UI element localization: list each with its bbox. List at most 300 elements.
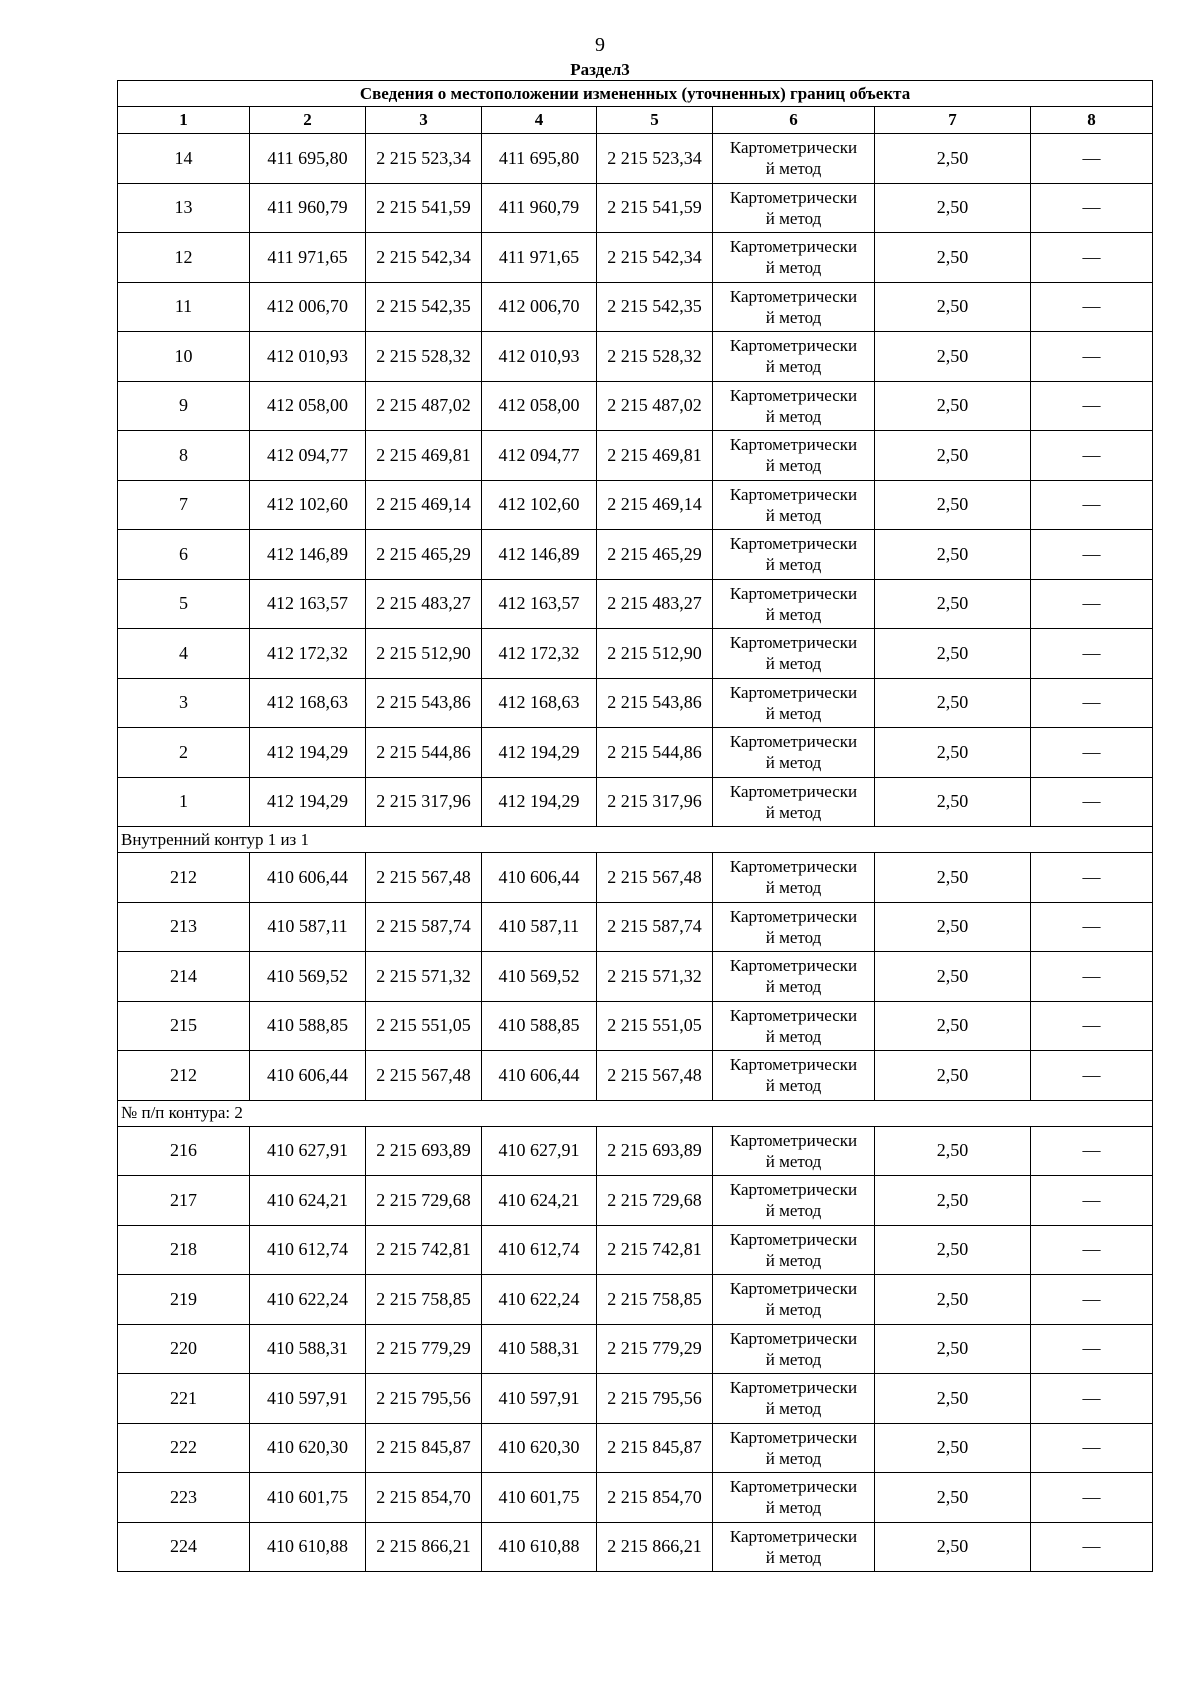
- table-row: [118, 1473, 1153, 1523]
- method-text-line1: Картометрически: [729, 1005, 858, 1025]
- x-refined-cell: 412 194,29: [482, 777, 597, 827]
- method-text-line2: й метод: [765, 654, 822, 674]
- column-header-row: [118, 107, 1153, 134]
- column-header: 6: [713, 107, 875, 134]
- method-cell: [713, 282, 875, 332]
- point-number-cell: 213: [118, 902, 250, 952]
- x-existing-cell: 412 058,00: [250, 381, 366, 431]
- method-text-line2: й метод: [765, 357, 822, 377]
- method-cell: [713, 1051, 875, 1101]
- column-header: 2: [250, 107, 366, 134]
- accuracy-cell: 2,50: [875, 1001, 1031, 1051]
- method-text-line1: Картометрически: [729, 732, 858, 752]
- table-row: [118, 1522, 1153, 1572]
- boundary-coordinates-table: [117, 80, 1153, 1572]
- x-existing-cell: 412 172,32: [250, 629, 366, 679]
- method-text-line1: Картометрически: [729, 138, 858, 158]
- accuracy-cell: 2,50: [875, 1051, 1031, 1101]
- x-existing-cell: 410 587,11: [250, 902, 366, 952]
- table-row: [118, 579, 1153, 629]
- x-existing-cell: 412 010,93: [250, 332, 366, 382]
- accuracy-cell: 2,50: [875, 1176, 1031, 1226]
- y-existing-cell: 2 215 866,21: [366, 1522, 482, 1572]
- note-cell: —: [1031, 233, 1153, 283]
- column-header: 8: [1031, 107, 1153, 134]
- y-existing-cell: 2 215 551,05: [366, 1001, 482, 1051]
- note-cell: —: [1031, 1423, 1153, 1473]
- x-existing-cell: 410 624,21: [250, 1176, 366, 1226]
- method-text-line2: й метод: [765, 1026, 822, 1046]
- x-refined-cell: 412 194,29: [482, 728, 597, 778]
- x-existing-cell: 412 194,29: [250, 777, 366, 827]
- y-existing-cell: 2 215 854,70: [366, 1473, 482, 1523]
- table-row: [118, 902, 1153, 952]
- y-existing-cell: 2 215 512,90: [366, 629, 482, 679]
- note-cell: —: [1031, 1324, 1153, 1374]
- table-row: [118, 678, 1153, 728]
- y-refined-cell: 2 215 469,81: [597, 431, 713, 481]
- note-cell: —: [1031, 381, 1153, 431]
- y-refined-cell: 2 215 587,74: [597, 902, 713, 952]
- y-refined-cell: 2 215 567,48: [597, 853, 713, 903]
- x-existing-cell: 412 102,60: [250, 480, 366, 530]
- y-existing-cell: 2 215 779,29: [366, 1324, 482, 1374]
- method-text-line1: Картометрически: [729, 286, 858, 306]
- method-text-line2: й метод: [765, 1076, 822, 1096]
- point-number-cell: 220: [118, 1324, 250, 1374]
- note-cell: —: [1031, 728, 1153, 778]
- note-cell: —: [1031, 183, 1153, 233]
- y-existing-cell: 2 215 469,14: [366, 480, 482, 530]
- method-text-line2: й метод: [765, 1399, 822, 1419]
- y-refined-cell: 2 215 795,56: [597, 1374, 713, 1424]
- method-text-line2: й метод: [765, 1349, 822, 1369]
- note-cell: —: [1031, 629, 1153, 679]
- note-cell: —: [1031, 1225, 1153, 1275]
- table-row: [118, 134, 1153, 184]
- table-row: [118, 183, 1153, 233]
- x-refined-cell: 410 588,31: [482, 1324, 597, 1374]
- note-cell: —: [1031, 134, 1153, 184]
- y-refined-cell: 2 215 866,21: [597, 1522, 713, 1572]
- method-cell: [713, 902, 875, 952]
- page-number: 9: [595, 34, 605, 56]
- y-refined-cell: 2 215 779,29: [597, 1324, 713, 1374]
- y-existing-cell: 2 215 567,48: [366, 853, 482, 903]
- accuracy-cell: 2,50: [875, 728, 1031, 778]
- method-cell: [713, 233, 875, 283]
- method-text-line1: Картометрически: [729, 682, 858, 702]
- x-refined-cell: 412 172,32: [482, 629, 597, 679]
- point-number-cell: 222: [118, 1423, 250, 1473]
- section-title: Раздел3: [570, 60, 630, 79]
- accuracy-cell: 2,50: [875, 678, 1031, 728]
- y-existing-cell: 2 215 543,86: [366, 678, 482, 728]
- y-existing-cell: 2 215 487,02: [366, 381, 482, 431]
- accuracy-cell: 2,50: [875, 1423, 1031, 1473]
- table-row: [118, 1126, 1153, 1176]
- accuracy-cell: 2,50: [875, 431, 1031, 481]
- method-text-line1: Картометрически: [729, 906, 858, 926]
- accuracy-cell: 2,50: [875, 1324, 1031, 1374]
- method-text-line2: й метод: [765, 1151, 822, 1171]
- point-number-cell: 12: [118, 233, 250, 283]
- point-number-cell: 6: [118, 530, 250, 580]
- accuracy-cell: 2,50: [875, 530, 1031, 580]
- accuracy-cell: 2,50: [875, 381, 1031, 431]
- table-row: [118, 233, 1153, 283]
- point-number-cell: 221: [118, 1374, 250, 1424]
- note-cell: —: [1031, 1126, 1153, 1176]
- point-number-cell: 224: [118, 1522, 250, 1572]
- x-refined-cell: 411 695,80: [482, 134, 597, 184]
- accuracy-cell: 2,50: [875, 1522, 1031, 1572]
- table-caption: Сведения о местоположении измененных (уточненных) границ объекта: [118, 81, 1153, 107]
- accuracy-cell: 2,50: [875, 1225, 1031, 1275]
- method-text-line1: Картометрически: [729, 1055, 858, 1075]
- y-refined-cell: 2 215 845,87: [597, 1423, 713, 1473]
- point-number-cell: 8: [118, 431, 250, 481]
- point-number-cell: 219: [118, 1275, 250, 1325]
- point-number-cell: 11: [118, 282, 250, 332]
- table-row: [118, 728, 1153, 778]
- method-cell: [713, 381, 875, 431]
- x-existing-cell: 410 606,44: [250, 1051, 366, 1101]
- accuracy-cell: 2,50: [875, 183, 1031, 233]
- y-existing-cell: 2 215 742,81: [366, 1225, 482, 1275]
- note-cell: —: [1031, 678, 1153, 728]
- method-cell: [713, 1522, 875, 1572]
- table-row: [118, 332, 1153, 382]
- y-existing-cell: 2 215 758,85: [366, 1275, 482, 1325]
- method-text-line2: й метод: [765, 802, 822, 822]
- point-number-cell: 7: [118, 480, 250, 530]
- method-text-line1: Картометрически: [729, 435, 858, 455]
- x-existing-cell: 411 960,79: [250, 183, 366, 233]
- y-existing-cell: 2 215 729,68: [366, 1176, 482, 1226]
- y-refined-cell: 2 215 512,90: [597, 629, 713, 679]
- x-refined-cell: 410 627,91: [482, 1126, 597, 1176]
- y-existing-cell: 2 215 469,81: [366, 431, 482, 481]
- method-text-line1: Картометрически: [729, 1526, 858, 1546]
- method-text-line2: й метод: [765, 604, 822, 624]
- y-refined-cell: 2 215 854,70: [597, 1473, 713, 1523]
- y-existing-cell: 2 215 528,32: [366, 332, 482, 382]
- table-row: [118, 431, 1153, 481]
- x-existing-cell: 410 588,85: [250, 1001, 366, 1051]
- y-existing-cell: 2 215 542,34: [366, 233, 482, 283]
- table-row: [118, 381, 1153, 431]
- method-text-line2: й метод: [765, 307, 822, 327]
- method-text-line2: й метод: [765, 1201, 822, 1221]
- x-refined-cell: 410 622,24: [482, 1275, 597, 1325]
- note-cell: —: [1031, 1522, 1153, 1572]
- accuracy-cell: 2,50: [875, 952, 1031, 1002]
- method-text-line1: Картометрически: [729, 1477, 858, 1497]
- method-cell: [713, 480, 875, 530]
- accuracy-cell: 2,50: [875, 1473, 1031, 1523]
- x-existing-cell: 410 569,52: [250, 952, 366, 1002]
- y-refined-cell: 2 215 567,48: [597, 1051, 713, 1101]
- method-text-line2: й метод: [765, 1250, 822, 1270]
- y-refined-cell: 2 215 551,05: [597, 1001, 713, 1051]
- x-existing-cell: 410 620,30: [250, 1423, 366, 1473]
- method-text-line2: й метод: [765, 1547, 822, 1567]
- y-refined-cell: 2 215 693,89: [597, 1126, 713, 1176]
- y-refined-cell: 2 215 469,14: [597, 480, 713, 530]
- x-refined-cell: 410 606,44: [482, 853, 597, 903]
- y-refined-cell: 2 215 542,34: [597, 233, 713, 283]
- method-cell: [713, 1126, 875, 1176]
- table-body: [118, 134, 1153, 1572]
- method-cell: [713, 1374, 875, 1424]
- table-row: [118, 629, 1153, 679]
- x-existing-cell: 411 695,80: [250, 134, 366, 184]
- x-existing-cell: 410 622,24: [250, 1275, 366, 1325]
- point-number-cell: 10: [118, 332, 250, 382]
- accuracy-cell: 2,50: [875, 282, 1031, 332]
- x-refined-cell: 410 624,21: [482, 1176, 597, 1226]
- y-refined-cell: 2 215 487,02: [597, 381, 713, 431]
- method-cell: [713, 1324, 875, 1374]
- method-cell: [713, 134, 875, 184]
- point-number-cell: 214: [118, 952, 250, 1002]
- accuracy-cell: 2,50: [875, 1126, 1031, 1176]
- method-cell: [713, 1225, 875, 1275]
- y-existing-cell: 2 215 541,59: [366, 183, 482, 233]
- x-existing-cell: 410 601,75: [250, 1473, 366, 1523]
- method-text-line1: Картометрически: [729, 534, 858, 554]
- y-existing-cell: 2 215 542,35: [366, 282, 482, 332]
- method-cell: [713, 728, 875, 778]
- method-cell: [713, 1001, 875, 1051]
- method-text-line2: й метод: [765, 703, 822, 723]
- x-refined-cell: 410 612,74: [482, 1225, 597, 1275]
- x-refined-cell: 412 163,57: [482, 579, 597, 629]
- table-row: [118, 480, 1153, 530]
- table-row: [118, 777, 1153, 827]
- y-refined-cell: 2 215 571,32: [597, 952, 713, 1002]
- note-cell: —: [1031, 282, 1153, 332]
- table-row: [118, 530, 1153, 580]
- x-refined-cell: 410 587,11: [482, 902, 597, 952]
- table-row: [118, 1423, 1153, 1473]
- point-number-cell: 2: [118, 728, 250, 778]
- y-refined-cell: 2 215 544,86: [597, 728, 713, 778]
- note-cell: —: [1031, 1001, 1153, 1051]
- point-number-cell: 212: [118, 1051, 250, 1101]
- accuracy-cell: 2,50: [875, 902, 1031, 952]
- x-refined-cell: 412 006,70: [482, 282, 597, 332]
- method-text-line1: Картометрически: [729, 1427, 858, 1447]
- method-text-line2: й метод: [765, 159, 822, 179]
- column-header: 4: [482, 107, 597, 134]
- method-text-line2: й метод: [765, 1448, 822, 1468]
- y-existing-cell: 2 215 544,86: [366, 728, 482, 778]
- method-text-line2: й метод: [765, 208, 822, 228]
- x-existing-cell: 410 597,91: [250, 1374, 366, 1424]
- column-header: 5: [597, 107, 713, 134]
- note-cell: —: [1031, 1275, 1153, 1325]
- method-text-line1: Картометрически: [729, 385, 858, 405]
- y-refined-cell: 2 215 729,68: [597, 1176, 713, 1226]
- x-existing-cell: 410 588,31: [250, 1324, 366, 1374]
- method-cell: [713, 678, 875, 728]
- x-existing-cell: 412 094,77: [250, 431, 366, 481]
- contour-label: № п/п контура: 2: [118, 1100, 1153, 1126]
- method-text-line2: й метод: [765, 927, 822, 947]
- y-existing-cell: 2 215 523,34: [366, 134, 482, 184]
- x-refined-cell: 410 601,75: [482, 1473, 597, 1523]
- column-header: 3: [366, 107, 482, 134]
- y-existing-cell: 2 215 317,96: [366, 777, 482, 827]
- method-text-line1: Картометрически: [729, 1229, 858, 1249]
- y-refined-cell: 2 215 742,81: [597, 1225, 713, 1275]
- method-text-line1: Картометрически: [729, 1378, 858, 1398]
- point-number-cell: 13: [118, 183, 250, 233]
- accuracy-cell: 2,50: [875, 233, 1031, 283]
- point-number-cell: 212: [118, 853, 250, 903]
- method-text-line2: й метод: [765, 406, 822, 426]
- point-number-cell: 217: [118, 1176, 250, 1226]
- x-existing-cell: 412 163,57: [250, 579, 366, 629]
- y-refined-cell: 2 215 541,59: [597, 183, 713, 233]
- x-existing-cell: 412 194,29: [250, 728, 366, 778]
- point-number-cell: 1: [118, 777, 250, 827]
- x-refined-cell: 412 168,63: [482, 678, 597, 728]
- x-refined-cell: 410 606,44: [482, 1051, 597, 1101]
- contour-group-row: [118, 1100, 1153, 1126]
- x-refined-cell: 412 094,77: [482, 431, 597, 481]
- method-cell: [713, 1275, 875, 1325]
- x-existing-cell: 412 006,70: [250, 282, 366, 332]
- method-cell: [713, 183, 875, 233]
- accuracy-cell: 2,50: [875, 1275, 1031, 1325]
- method-text-line1: Картометрически: [729, 237, 858, 257]
- y-refined-cell: 2 215 465,29: [597, 530, 713, 580]
- note-cell: —: [1031, 1051, 1153, 1101]
- y-refined-cell: 2 215 528,32: [597, 332, 713, 382]
- method-text-line1: Картометрически: [729, 857, 858, 877]
- y-existing-cell: 2 215 571,32: [366, 952, 482, 1002]
- method-text-line1: Картометрически: [729, 336, 858, 356]
- x-existing-cell: 410 612,74: [250, 1225, 366, 1275]
- x-refined-cell: 411 971,65: [482, 233, 597, 283]
- note-cell: —: [1031, 579, 1153, 629]
- method-text-line2: й метод: [765, 878, 822, 898]
- method-text-line2: й метод: [765, 505, 822, 525]
- method-cell: [713, 1423, 875, 1473]
- accuracy-cell: 2,50: [875, 480, 1031, 530]
- x-refined-cell: 412 058,00: [482, 381, 597, 431]
- column-header: 1: [118, 107, 250, 134]
- method-text-line1: Картометрически: [729, 187, 858, 207]
- point-number-cell: 4: [118, 629, 250, 679]
- accuracy-cell: 2,50: [875, 853, 1031, 903]
- x-refined-cell: 410 597,91: [482, 1374, 597, 1424]
- y-refined-cell: 2 215 317,96: [597, 777, 713, 827]
- contour-label: Внутренний контур 1 из 1: [118, 827, 1153, 853]
- accuracy-cell: 2,50: [875, 134, 1031, 184]
- table-row: [118, 1176, 1153, 1226]
- point-number-cell: 3: [118, 678, 250, 728]
- method-cell: [713, 332, 875, 382]
- y-existing-cell: 2 215 587,74: [366, 902, 482, 952]
- x-existing-cell: 410 610,88: [250, 1522, 366, 1572]
- method-text-line1: Картометрически: [729, 633, 858, 653]
- x-refined-cell: 410 569,52: [482, 952, 597, 1002]
- point-number-cell: 14: [118, 134, 250, 184]
- note-cell: —: [1031, 952, 1153, 1002]
- note-cell: —: [1031, 1473, 1153, 1523]
- table-row: [118, 952, 1153, 1002]
- note-cell: —: [1031, 902, 1153, 952]
- x-refined-cell: 410 620,30: [482, 1423, 597, 1473]
- x-existing-cell: 412 168,63: [250, 678, 366, 728]
- accuracy-cell: 2,50: [875, 579, 1031, 629]
- table-caption-row: [118, 81, 1153, 107]
- method-text-line2: й метод: [765, 555, 822, 575]
- note-cell: —: [1031, 853, 1153, 903]
- note-cell: —: [1031, 431, 1153, 481]
- table-row: [118, 1374, 1153, 1424]
- note-cell: —: [1031, 332, 1153, 382]
- method-text-line1: Картометрически: [729, 1180, 858, 1200]
- table-row: [118, 1225, 1153, 1275]
- accuracy-cell: 2,50: [875, 332, 1031, 382]
- method-cell: [713, 431, 875, 481]
- method-text-line1: Картометрически: [729, 583, 858, 603]
- method-cell: [713, 530, 875, 580]
- table-row: [118, 1051, 1153, 1101]
- y-refined-cell: 2 215 523,34: [597, 134, 713, 184]
- y-existing-cell: 2 215 795,56: [366, 1374, 482, 1424]
- table-row: [118, 282, 1153, 332]
- note-cell: —: [1031, 480, 1153, 530]
- accuracy-cell: 2,50: [875, 777, 1031, 827]
- y-existing-cell: 2 215 845,87: [366, 1423, 482, 1473]
- method-cell: [713, 629, 875, 679]
- method-cell: [713, 853, 875, 903]
- y-refined-cell: 2 215 543,86: [597, 678, 713, 728]
- accuracy-cell: 2,50: [875, 629, 1031, 679]
- x-refined-cell: 410 610,88: [482, 1522, 597, 1572]
- note-cell: —: [1031, 1176, 1153, 1226]
- method-text-line1: Картометрически: [729, 1328, 858, 1348]
- method-text-line1: Картометрически: [729, 1130, 858, 1150]
- x-existing-cell: 411 971,65: [250, 233, 366, 283]
- table-row: [118, 1324, 1153, 1374]
- x-refined-cell: 412 010,93: [482, 332, 597, 382]
- x-refined-cell: 412 102,60: [482, 480, 597, 530]
- point-number-cell: 223: [118, 1473, 250, 1523]
- method-text-line2: й метод: [765, 258, 822, 278]
- y-refined-cell: 2 215 758,85: [597, 1275, 713, 1325]
- method-cell: [713, 1473, 875, 1523]
- method-text-line1: Картометрически: [729, 956, 858, 976]
- method-cell: [713, 1176, 875, 1226]
- y-refined-cell: 2 215 483,27: [597, 579, 713, 629]
- x-existing-cell: 412 146,89: [250, 530, 366, 580]
- method-text-line1: Картометрически: [729, 781, 858, 801]
- table-row: [118, 853, 1153, 903]
- method-text-line2: й метод: [765, 1498, 822, 1518]
- x-refined-cell: 410 588,85: [482, 1001, 597, 1051]
- x-existing-cell: 410 627,91: [250, 1126, 366, 1176]
- method-cell: [713, 579, 875, 629]
- point-number-cell: 5: [118, 579, 250, 629]
- method-text-line2: й метод: [765, 456, 822, 476]
